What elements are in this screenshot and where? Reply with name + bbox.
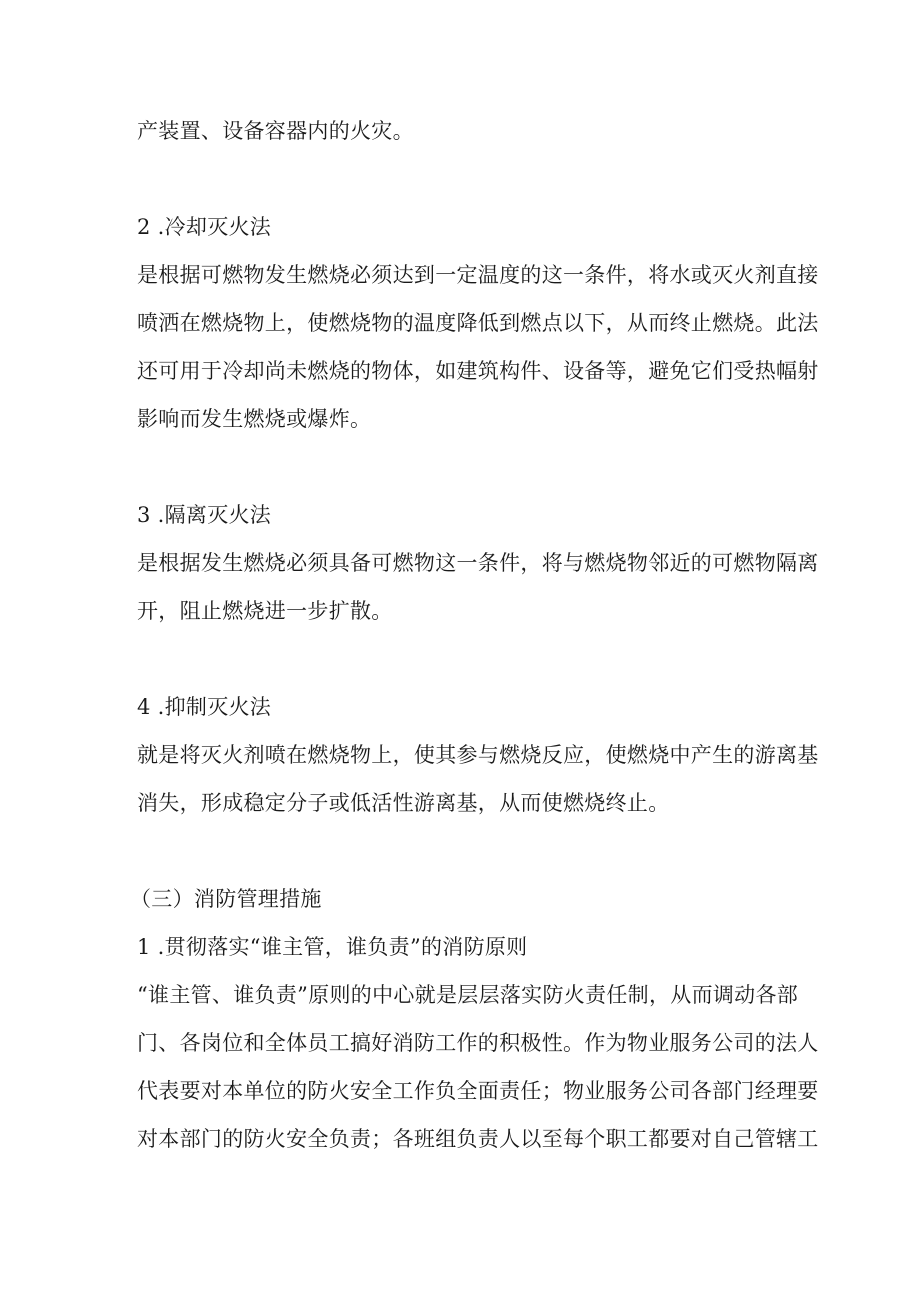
text-line: 还可用于冷却尚未燃烧的物体，如建筑构件、设备等，避免它们受热幅射 bbox=[137, 359, 819, 383]
text-line: 就是将灭火剂喷在燃烧物上，使其参与燃烧反应，使燃烧中产生的游离基 bbox=[137, 743, 819, 767]
section-heading-suppression: 4 .抑制灭火法 bbox=[137, 695, 272, 719]
section-heading-isolation: 3 .隔离灭火法 bbox=[137, 503, 272, 527]
text-line: 是根据发生燃烧必须具备可燃物这一条件，将与燃烧物邻近的可燃物隔离 bbox=[137, 551, 819, 575]
text-line: 开，阻止燃烧进一步扩散。 bbox=[137, 599, 393, 623]
section-heading-cooling: 2 .冷却灭火法 bbox=[137, 215, 272, 239]
subsection-heading-principle: 1 .贯彻落实“谁主管，谁负责”的消防原则 bbox=[137, 935, 528, 959]
text-line: 消失，形成稳定分子或低活性游离基，从而使燃烧终止。 bbox=[137, 791, 670, 815]
text-line: “谁主管、谁负责”原则的中心就是层层落实防火责任制，从而调动各部 bbox=[137, 983, 799, 1007]
text-line: 门、各岗位和全体员工搞好消防工作的积极性。作为物业服务公司的法人 bbox=[137, 1031, 819, 1055]
text-line: 影响而发生燃烧或爆炸。 bbox=[137, 407, 372, 431]
section-heading-fire-management: （三）消防管理措施 bbox=[130, 887, 322, 911]
text-line: 是根据可燃物发生燃烧必须达到一定温度的这一条件，将水或灭火剂直接 bbox=[137, 263, 819, 287]
text-line: 喷洒在燃烧物上，使燃烧物的温度降低到燃点以下，从而终止燃烧。此法 bbox=[137, 311, 819, 335]
text-line: 对本部门的防火安全负责；各班组负责人以至每个职工都要对自己管辖工 bbox=[137, 1127, 819, 1151]
text-line: 产装置、设备容器内的火灾。 bbox=[137, 119, 414, 143]
text-line: 代表要对本单位的防火安全工作负全面责任；物业服务公司各部门经理要 bbox=[137, 1079, 819, 1103]
